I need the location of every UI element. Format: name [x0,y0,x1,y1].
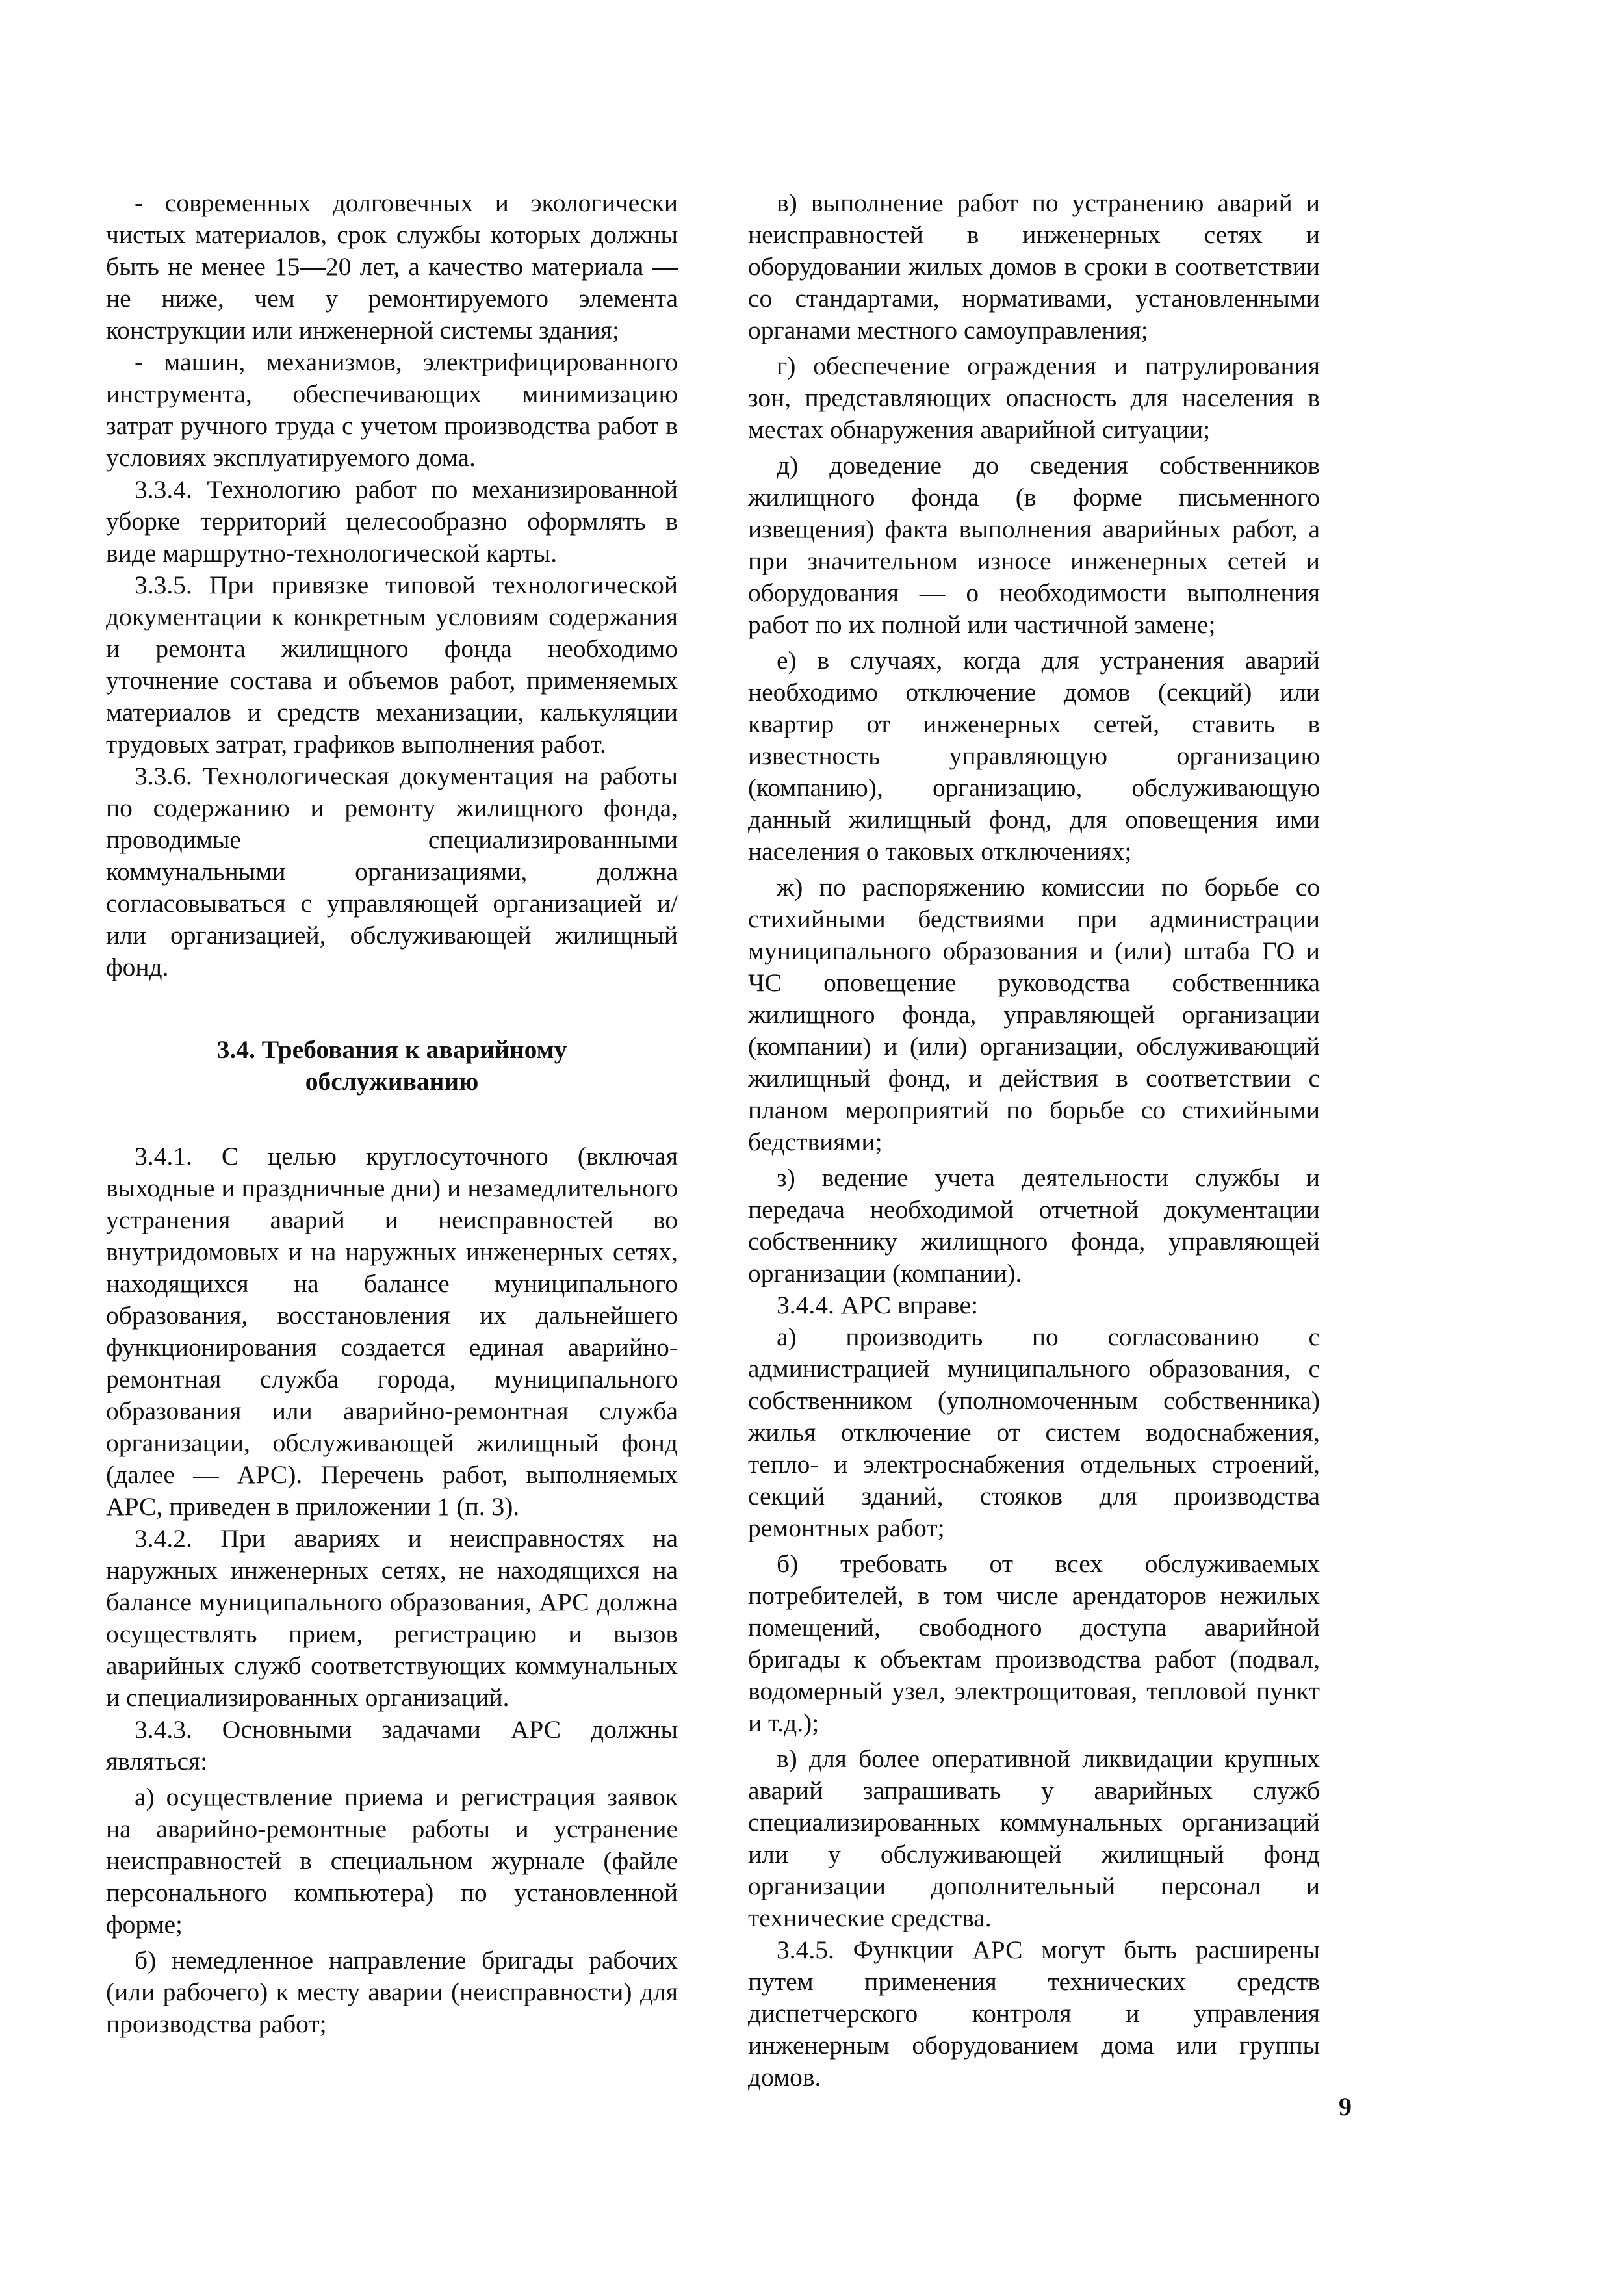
paragraph: 3.4.5. Функции АРС могут быть расширены путем применения технических средств диспетчерского контроля и управления инженерным оборудованием дома или группы домов. [748,1935,1320,2091]
paragraph: 3.3.5. При привязке типовой технологической документации к конкретным условиям содержания и ремонта жилищного фонда необходимо уточнение состава и объемов работ, применяемых материалов и средств механизации, калькуляции трудовых затрат, графиков выполнения работ. [106,571,678,758]
section-heading [106,1034,678,1098]
right-column [748,187,1320,2093]
paragraph: - машин, механизмов, электрифицированного инструмента, обеспечивающих минимизацию затрат ручного труда с учетом производства работ в условиях эксплуатируемого дома. [106,348,678,472]
list-item: г) обеспечение ограждения и патрулирования зон, представляющих опасность для населения в местах обнаружения аварийной ситуации; [748,352,1320,444]
paragraph: 3.3.6. Технологическая документация на работы по содержанию и ремонту жилищного фонда, проводимые специализированными коммунальными организациями, должна согласовываться с управляющей организацией и/или организацией, обслуживающей жилищный фонд. [106,762,678,981]
paragraph: 3.4.4. АРС вправе: [777,1291,978,1319]
list-item: е) в случаях, когда для устранения аварий необходимо отключение домов (секций) или квартир от инженерных сетей, ставить в известность управляющую организацию (компанию), организацию, обслуживающую данный жилищный фонд, для оповещения ими населения о таковых отключениях; [748,646,1320,866]
paragraph: 3.4.1. С целью круглосуточного (включая выходные и праздничные дни) и незамедлительного устранения аварий и неисправностей во внутридомовых и на наружных инженерных сетях, находящихся на балансе муниципального образования, восстановления их дальнейшего функционирования создается единая аварийно-ремонтная служба города, муниципального образования или аварийно-ремонтная служба организации, обслуживающей жилищный фонд (далее — АРС). Перечень работ, выполняемых АРС, приведен в приложении 1 (п. 3). [106,1142,678,1521]
left-column [106,187,678,2040]
paragraph: 3.4.3. Основными задачами АРС должны являться: [106,1715,678,1776]
paragraph: - современных долговечных и экологически чистых материалов, срок службы которых должны быть не менее 15—20 лет, а качество материала — не ниже, чем у ремонтируемого элемента конструкции или инженерной системы здания; [106,188,678,344]
list-item: б) немедленное направление бригады рабочих (или рабочего) к месту аварии (неисправности) для производства работ; [106,1946,678,2038]
list-item: а) осуществление приема и регистрация заявок на аварийно-ремонтные работы и устранение неисправностей в специальном журнале (файле персонального компьютера) по установленной форме; [106,1783,678,1939]
paragraph: 3.3.4. Технологию работ по механизированной уборке территорий целесообразно оформлять в виде маршрутно-технологической карты. [106,475,678,567]
list-item: д) доведение до сведения собственников жилищного фонда (в форме письменного извещения) факта выполнения аварийных работ, а при значительном износе инженерных сетей и оборудования — о необходимости выполнения работ по их полной или частичной замене; [748,451,1320,639]
list-item: а) производить по согласованию с администрацией муниципального образования, с собственником (уполномоченным собственника) жилья отключение от систем водоснабжения, тепло- и электроснабжения отдельных строений, секций зданий, стояков для производства ремонтных работ; [748,1323,1320,1542]
list-item: б) требовать от всех обслуживаемых потребителей, в том числе арендаторов нежилых помещений, свободного доступа аварийной бригады к объектам производства работ (подвал, водомерный узел, электрощитовая, тепловой пункт и т.д.); [748,1549,1320,1737]
section-heading-line: 3.4. Требования к аварийному [216,1035,567,1064]
list-item: в) выполнение работ по устранению аварий и неисправностей в инженерных сетях и оборудовании жилых домов в сроки в соответствии со стандартами, нормативами, установленными органами местного самоуправления; [748,188,1320,344]
list-item: ж) по распоряжению комиссии по борьбе со стихийными бедствиями при администрации муниципального образования и (или) штаба ГО и ЧС оповещение руководства собственника жилищного фонда, управляющей организации (компании) и (или) организации, обслуживающий жилищный фонд, и действия в соответствии с планом мероприятий по борьбе со стихийными бедствиями; [748,873,1320,1156]
list-item: в) для более оперативной ликвидации крупных аварий запрашивать у аварийных служб специализированных коммунальных организаций или у обслуживающей жилищный фонд организации дополнительный персонал и технические средства. [748,1744,1320,1932]
page-number: 9 [1339,2092,1352,2121]
paragraph: 3.4.2. При авариях и неисправностях на наружных инженерных сетях, не находящихся на балансе муниципального образования, АРС должна осуществлять прием, регистрацию и вызов аварийных служб соответствующих коммунальных и специализированных организаций. [106,1524,678,1712]
section-heading-line: обслуживанию [305,1067,479,1096]
list-item: з) ведение учета деятельности службы и передача необходимой отчетной документации собственнику жилищного фонда, управляющей организации (компании). [748,1163,1320,1287]
